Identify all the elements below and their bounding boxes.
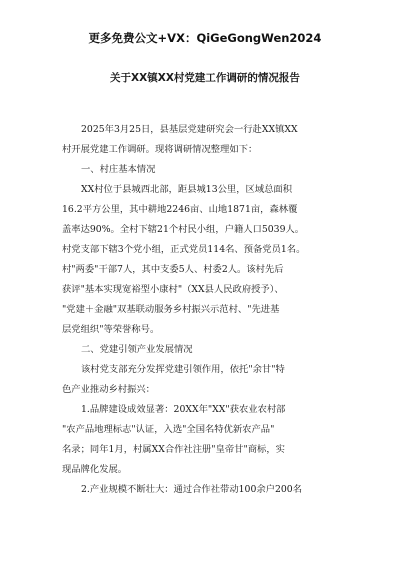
body-line: 层党组织"等荣誉称号。 <box>62 324 160 335</box>
body-line: 二、党建引领产业发展情况 <box>81 344 193 355</box>
watermark-header: 更多免费公文+VX：QiGeGongWen2024 <box>88 31 322 45</box>
document-title: 关于XX镇XX村党建工作调研的情况报告 <box>110 72 300 84</box>
body-line: 现品牌化发展。 <box>62 464 128 475</box>
body-line: "农产品地理标志"认证，入选"全国名特优新农产品" <box>62 424 275 435</box>
body-line: 一、村庄基本情况 <box>81 164 156 175</box>
body-line: 村开展党建工作调研。现将调研情况整理如下： <box>62 144 258 155</box>
body-line: 2025年3月25日，县基层党建研究会一行赴XX镇XX <box>81 124 298 135</box>
body-line: 16.2平方公里，其中耕地2246亩、山地1871亩，森林覆 <box>62 204 298 215</box>
body-line: 2.产业规模不断壮大：通过合作社带动100余户200名 <box>81 484 303 495</box>
body-line: 1.品牌建设成效显著：20XX年"XX"获农业农村部 <box>81 404 286 415</box>
body-line: 色产业推动乡村振兴： <box>62 384 155 395</box>
body-line: "党建＋金融"双基联动服务乡村振兴示范村、"先进基 <box>62 304 280 315</box>
body-line: XX村位于县城西北部，距县城13公里，区域总面积 <box>81 184 293 195</box>
body-line: 名录；同年1月，村属XX合作社注册"皇帝甘"商标，实 <box>62 444 285 455</box>
body-line: 盖率达90%。全村下辖21个村民小组，户籍人口5039人。 <box>62 224 305 235</box>
body-line: 村党支部下辖3个党小组，正式党员114名、预备党员1名。 <box>62 244 306 255</box>
body-line: 获评"基本实现宽裕型小康村"（XX县人民政府授予）、 <box>62 284 284 295</box>
document-body <box>62 120 352 500</box>
body-line: 该村党支部充分发挥党建引领作用，依托"余甘"特 <box>81 364 285 375</box>
body-line: 村"两委"干部7人，其中支委5人、村委2人。该村先后 <box>62 264 284 275</box>
